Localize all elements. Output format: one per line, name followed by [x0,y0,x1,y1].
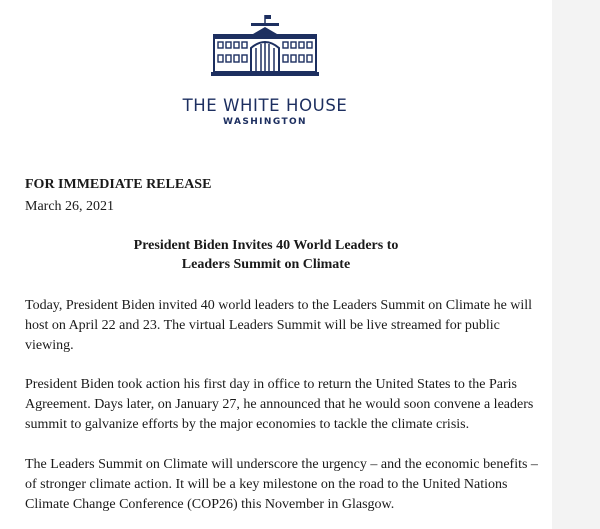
release-date: March 26, 2021 [25,199,115,214]
white-house-building-icon [211,14,319,78]
body-paragraph [25,455,545,515]
paragraph-line: President Biden took action his first day in office to return the United States to the Paris [25,377,517,392]
paragraph-line: of stronger climate action. It will be a key milestone on the road to the United Nations [25,477,508,492]
release-label: FOR IMMEDIATE RELEASE [25,177,212,192]
paragraph-line: Today, President Biden invited 40 world leaders to the Leaders Summit on Climate he will [25,298,533,313]
paragraph-line: The Leaders Summit on Climate will underscore the urgency – and the economic benefits – [25,457,538,472]
headline-line: Leaders Summit on Climate [181,257,351,272]
paragraph-line: viewing. [25,338,74,353]
paragraph-line: host on April 22 and 23. The virtual Leaders Summit will be live streamed for public [25,318,500,333]
body-paragraph [25,296,545,356]
washington-subtitle: WASHINGTON [223,117,307,127]
body-paragraph [25,375,545,435]
white-house-title: THE WHITE HOUSE [182,96,348,115]
headline-line: President Biden Invites 40 World Leaders to [133,238,399,253]
paragraph-line: Agreement. Days later, on January 27, he announced that he would soon convene a leaders [25,397,534,412]
paragraph-line: Climate Change Conference (COP26) this November in Glasgow. [25,497,395,512]
paragraph-line: summit to galvanize efforts by the major economies to tackle the climate crisis. [25,417,470,432]
headline [0,236,532,274]
